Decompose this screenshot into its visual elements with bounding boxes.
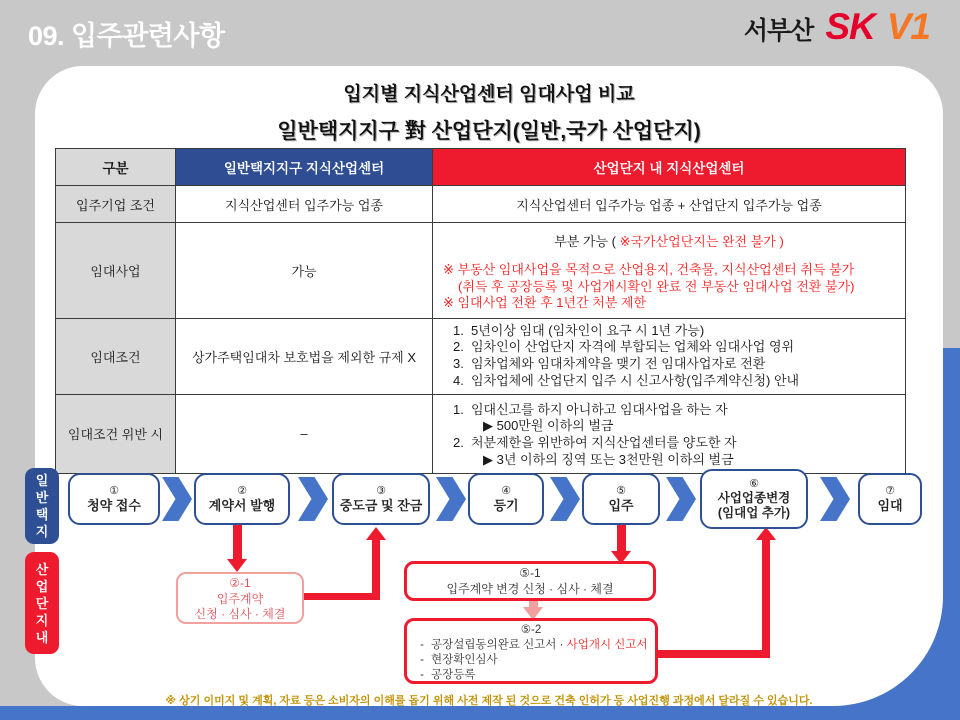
partial-possible-red: ※국가산업단지는 완전 불가 ) — [619, 234, 784, 249]
table-row — [56, 223, 906, 319]
step-number: ⑥ — [749, 478, 759, 490]
step-label: 임대 — [877, 497, 903, 513]
chevron-right-icon — [666, 477, 696, 521]
arrow-step5-to-box51 — [617, 524, 626, 552]
cell-general: 상가주택임대차 보호법을 제외한 규제 X — [176, 318, 433, 394]
list-text: 처분제한을 위반하여 지식산업센터를 양도한 자 — [471, 435, 737, 451]
restriction-note: ※ 임대사업 전환 후 1년간 처분 제한 — [443, 295, 647, 310]
flow-step-1 — [68, 473, 160, 525]
step-label: 등기 — [493, 497, 519, 513]
connector-box21-to-step3 — [300, 593, 380, 600]
table-row — [56, 318, 906, 394]
sub-box-item — [413, 638, 649, 653]
step-number: ③ — [376, 484, 386, 497]
connector-box21-to-step3 — [372, 540, 380, 597]
comparison-subtitle: 일반택지지구 對 산업단지(일반,국가 산업단지) — [277, 120, 701, 143]
arrow-head-up-icon — [366, 527, 386, 540]
sub-box-5-2 — [404, 618, 658, 684]
chevron-right-icon — [298, 477, 328, 521]
col-header-category: 구분 — [56, 149, 176, 186]
table-row — [56, 186, 906, 223]
step-label: 계약서 발행 — [208, 497, 276, 513]
list-item — [441, 323, 897, 340]
brand-region-label: 서부산 — [743, 17, 814, 45]
sub-box-number: ⑤-1 — [519, 566, 541, 580]
list-item — [441, 402, 897, 419]
list-text: 5년이상 임대 (임차인이 요구 시 1년 가능) — [471, 322, 705, 338]
comparison-title: 입지별 지식산업센터 임대사업 비교 — [343, 84, 635, 105]
sub-box-5-1 — [404, 561, 656, 601]
sub-box-2-1 — [176, 572, 304, 624]
dash-bullet: - — [420, 654, 424, 666]
sub-box-item — [413, 668, 649, 683]
list-text: 임차업체에 산업단지 입주 시 신고사항(입주계약신청) 안내 — [471, 372, 800, 388]
list-number: 3. — [453, 356, 464, 372]
list-number: 4. — [453, 372, 464, 388]
table-row — [56, 394, 906, 473]
report-plain-text: 공장설립동의완료 신고서 · — [431, 639, 567, 651]
title-block — [35, 79, 943, 145]
row-label: 입주기업 조건 — [56, 186, 176, 223]
lane-label-industrial-complex — [25, 552, 59, 654]
list-text: 임차인이 산업단지 자격에 부합되는 업체와 임대사업 영위 — [471, 339, 795, 355]
dash-bullet: - — [420, 669, 424, 681]
list-number: 2. — [453, 339, 464, 355]
lane-label-text: 산업단지내 — [35, 561, 49, 645]
flow-step-7 — [858, 473, 922, 525]
row-label: 임대조건 — [56, 318, 176, 394]
cell-industrial: 지식산업센터 입주가능 업종 + 산업단지 입주가능 업종 — [433, 186, 906, 223]
disclaimer-note: ※ 상기 이미지 및 계획, 자료 등은 소비자의 이해를 돕기 위해 사전 제작 된 것으로 건축 인허가 등 사업진행 과정에서 달라질 수 있습니다. — [165, 695, 813, 707]
brand-sk-label: SK — [825, 6, 875, 47]
list-number: 2. — [453, 435, 464, 451]
report-red-text: 사업개시 신고서 — [566, 639, 648, 651]
sub-box-line — [431, 638, 648, 653]
list-number: 1. — [453, 322, 464, 338]
sub-box-line: 신청 · 심사 · 체결 — [194, 607, 286, 621]
step-label: 입주 — [608, 497, 634, 513]
list-item — [441, 339, 897, 356]
chevron-right-icon — [820, 477, 850, 521]
sub-box-number: ②-1 — [229, 576, 251, 590]
chevron-right-icon — [436, 477, 466, 521]
arrow-head-down-icon — [227, 559, 247, 572]
flow-step-6 — [700, 469, 808, 529]
arrow-step2-to-box21 — [233, 524, 242, 560]
brand-logo — [744, 6, 930, 48]
sub-box-line: 현장확인심사 — [431, 654, 498, 666]
restriction-note: (취득 후 공장등록 및 사업개시확인 완료 전 부동산 임대사업 전환 불가) — [458, 278, 855, 294]
list-item — [441, 356, 897, 373]
table-header-row — [56, 149, 906, 186]
list-item — [441, 435, 897, 452]
step-number: ⑦ — [885, 484, 895, 497]
lane-label-general-district — [25, 468, 59, 544]
cell-general: 가능 — [176, 223, 433, 319]
dash-bullet: - — [420, 639, 424, 651]
cell-industrial — [433, 223, 906, 319]
col-header-industrial-complex: 산업단지 내 지식산업센터 — [433, 149, 906, 186]
step-number: ⑤ — [616, 484, 626, 497]
restriction-note: ※ 부동산 임대사업을 목적으로 산업용지, 건축물, 지식산업센터 취득 불가 — [443, 262, 855, 277]
cell-industrial — [433, 318, 906, 394]
list-item — [441, 373, 897, 390]
list-text: 임대신고를 하지 아니하고 임대사업을 하는 자 — [471, 401, 728, 417]
cell-general: 지식산업센터 입주가능 업종 — [176, 186, 433, 223]
flow-step-4 — [468, 473, 544, 525]
row-label: 임대조건 위반 시 — [56, 394, 176, 473]
partial-possible-line — [443, 231, 895, 250]
lane-label-text: 일반택지 — [35, 473, 49, 539]
sub-box-line: 입주계약 변경 신청 · 심사 · 체결 — [446, 581, 614, 596]
sub-box-number: ⑤-2 — [520, 624, 542, 636]
brand-v1-label: V1 — [886, 6, 930, 47]
step-number: ④ — [501, 484, 511, 497]
step-sublabel: (임대업 추가) — [717, 506, 791, 520]
step-number: ② — [237, 484, 247, 497]
chevron-right-icon — [550, 477, 580, 521]
list-text: 임차업체와 임대차계약을 맺기 전 임대사업자로 전환 — [471, 356, 766, 372]
connector-box52-to-step6 — [762, 540, 770, 658]
step-label: 중도금 및 잔금 — [339, 497, 423, 513]
penalty-line: ▶ 3년 이하의 징역 또는 3천만원 이하의 벌금 — [483, 452, 734, 468]
step-number: ① — [109, 484, 119, 497]
page-title: 09. 입주관련사항 — [28, 21, 225, 51]
step-label: 사업업종변경 — [717, 491, 791, 505]
chevron-right-icon — [162, 477, 192, 521]
col-header-general-district: 일반택지지구 지식산업센터 — [176, 149, 433, 186]
cell-industrial — [433, 394, 906, 473]
flow-step-3 — [332, 473, 430, 525]
sub-box-item — [413, 653, 649, 668]
flow-step-5 — [582, 473, 660, 525]
sub-box-line: 공장등록 — [431, 669, 476, 681]
rent-restriction-notes — [443, 262, 895, 312]
row-label: 임대사업 — [56, 223, 176, 319]
sub-box-line: 입주계약 — [216, 591, 264, 606]
step-label: 청약 접수 — [87, 497, 141, 513]
flow-step-2 — [194, 473, 290, 525]
cell-general: – — [176, 394, 433, 473]
comparison-table — [55, 148, 906, 474]
list-number: 1. — [453, 401, 464, 417]
connector-box52-to-step6 — [656, 650, 770, 658]
partial-possible-plain: 부분 가능 ( — [554, 234, 620, 249]
penalty-line: ▶ 500만원 이하의 벌금 — [483, 418, 614, 434]
